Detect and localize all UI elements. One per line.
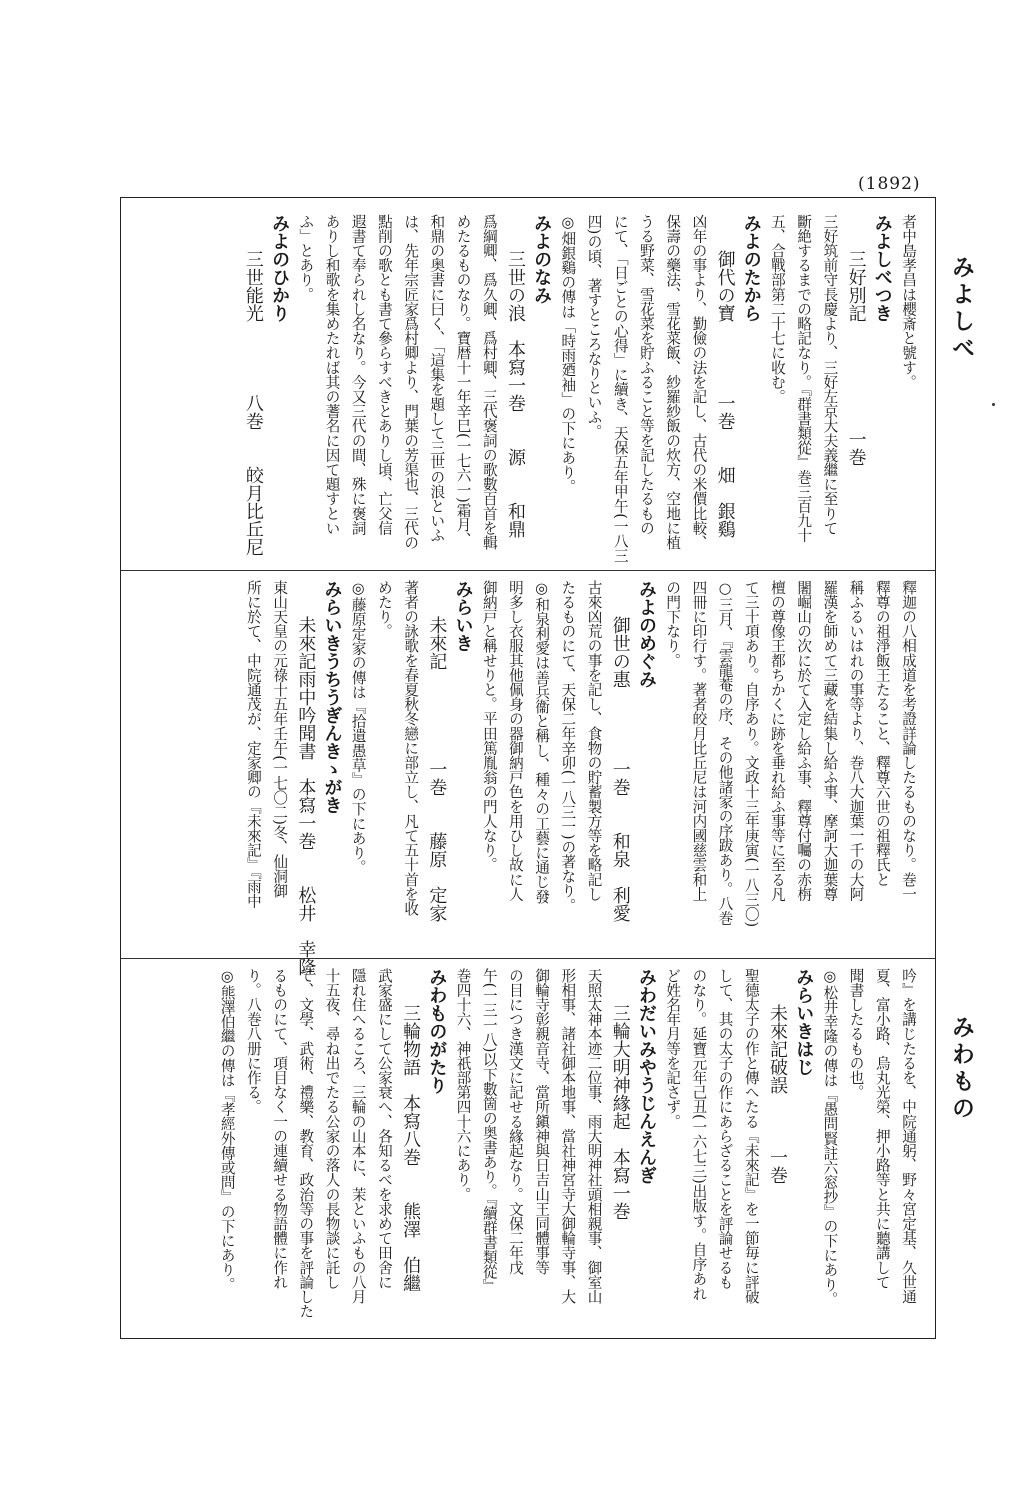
text-column: 保壽の藥法、雪花菜飯、紗羅紗飯の炊方、空地に植 <box>664 214 682 550</box>
entry-heading: みよのなみ <box>531 214 553 304</box>
entry-heading: みらいきはじ <box>793 968 815 1076</box>
text-column: 遐書て奉られし名なり。今又三代の間、殊に褒詞 <box>349 214 367 536</box>
text-column: 天照太神本迹二位事、雨大明神社頭相親事、御室山 <box>585 968 603 1304</box>
text-column: 東山天皇の元祿十五年壬午(一七〇二)冬、仙洞御 <box>271 580 289 898</box>
text-column: うる野菜、雪花菜を貯ふること等を記したるもの <box>637 214 655 536</box>
top-band <box>135 214 921 562</box>
text-column: 聖德太子の作と傳へたる『未來記』を一節毎に評破 <box>742 968 760 1304</box>
text-column: ◎畑銀鷄の傳は「時雨廼袖」の下にあり。 <box>559 214 577 494</box>
text-column: 夏、富小路、烏丸光榮、押小路等と共に聽講して <box>873 968 891 1290</box>
text-column: 點削の歌とも書て參らすべきとありし頃、亡父信 <box>375 214 393 536</box>
text-column: 著者の詠歌を春夏秋冬戀に部立し、凡て五十首を收 <box>402 580 420 916</box>
text-column: 爲綱卿、爲久卿、爲村卿、三代褒詞の歌數百首を輯 <box>480 214 498 550</box>
text-column: 者中島孝昌は櫻斎と號す。 <box>900 214 917 390</box>
entry-heading: みわものがたり <box>426 968 448 1094</box>
entry-title-line: 未來記雨中吟聞書 本寫一巻 松井 幸隆 <box>295 580 317 976</box>
text-column: は、先年宗匠家爲村卿より、門葉の芳渠也、三代の <box>402 214 420 550</box>
header-left-label: みわもの <box>948 1015 975 1123</box>
text-column: めたり。 <box>375 580 393 639</box>
text-column: 闍崛山の次に於て入定し給ふ事、釋尊付囑の赤栴 <box>795 580 813 902</box>
text-column: 十五夜、尋ね出でたる公家の落人の長物談に託し <box>323 968 341 1290</box>
text-column: めたるものなり。寶暦十一年辛巳(一七六一)霜月、 <box>454 214 472 547</box>
text-column: 斷絶するまでの略記なり。『群書類從』巻三百九十 <box>795 214 813 543</box>
text-column: 檀の尊像王都ちかくに跡を垂れ給ふ事等に至る凡 <box>768 580 786 902</box>
text-column: 稱ふるいはれの事等より、巻八大迦葉一千の大阿 <box>847 580 865 902</box>
page-number: (1892) <box>858 174 921 194</box>
text-column: り。八巻八册に作る。 <box>244 968 262 1114</box>
entry-title-line: 未來記破誤 一巻 <box>766 968 788 1184</box>
entry-title-line: 三世の浪 本寫一巻 源 和鼎 <box>504 214 526 538</box>
text-column: 五、合戰部第二十七に收む。 <box>768 214 786 404</box>
entry-heading: みわだいみやうじんえんぎ <box>635 968 657 1184</box>
text-column: 四冊に印行す。著者皎月比丘尼は河内國慈雲和上 <box>690 580 708 902</box>
entry-title-line: 三好別記 一巻 <box>845 214 867 466</box>
text-column: ◎松井幸隆の傳は『愚問賢註六窓抄』の下にあり。 <box>821 968 839 1307</box>
text-column: 四)の頃、著すところなりといふ。 <box>585 214 603 439</box>
entry-heading: みらいきうちうぎんきゝがき <box>321 580 343 814</box>
text-column: て三十項あり。自序あり。文政十三年庚寅(一八三〇) <box>742 580 760 928</box>
text-column: ありし和歌を集めたれば其の蓍名に因て題すとい <box>323 214 341 536</box>
text-column: 凶年の事より、勤儉の法を記し、古代の米價比較、 <box>690 214 708 550</box>
text-column: ふ」とあり。 <box>297 214 315 302</box>
entry-heading: みらいき <box>452 580 474 652</box>
text-column: 聞書したるもの也。 <box>847 968 865 1100</box>
entry-title-line: 未來記 一巻 藤原 定家 <box>426 580 448 922</box>
text-column: たるものにて、天保二年辛卯(一八三一)の著なり。 <box>559 580 577 913</box>
bottom-band <box>135 968 921 1338</box>
entry-title-line: 三輪物語 本寫八巻 熊澤 伯繼 <box>400 968 422 1292</box>
text-column: して、其の太子の作にあらざることを評論せるも <box>716 968 734 1290</box>
entry-heading: みよのめぐみ <box>635 580 657 688</box>
stray-mark <box>992 403 995 406</box>
entry-title-line: 三世能光 八巻 皎月比丘尼 <box>242 214 264 556</box>
text-column: ど姓名年月等を記さず。 <box>664 968 682 1129</box>
text-column: ◎藤原定家の傳は『拾遺愚草』の下にあり。 <box>349 580 367 875</box>
band-divider-1 <box>121 570 935 571</box>
entry-heading: みよのたから <box>740 214 762 322</box>
entry-title-line: 三輪大明神緣起 本寫一巻 <box>609 968 631 1220</box>
text-column: ◎和泉利愛は善兵衞と稱し、種々の工藝に通じ發 <box>533 580 551 904</box>
text-column: ◎熊澤伯繼の傳は『孝經外傳或問』の下にあり。 <box>218 968 236 1292</box>
text-column: 釋迦の八相成道を考證詳論したるものなり。巻一 <box>900 580 917 902</box>
middle-band <box>135 580 921 976</box>
entry-heading: みよのひかり <box>269 214 291 322</box>
text-column: 古來凶荒の事を記し、食物の貯蓄製方等を略記し <box>585 580 603 902</box>
text-column: て、文學、武術、禮樂、教育、政治等の事を評論した <box>297 968 315 1319</box>
text-column: ○三月、『雲龍菴の序、その他諸家の序跋あり。八巻 <box>716 580 734 926</box>
text-column: 御納戸と稱せりと。平田篤胤翁の門人なり。 <box>480 580 498 872</box>
text-column: 明多し衣服其他佩身の器御納戸色を用ひし故に人 <box>506 580 524 902</box>
text-column: 所に於て、中院通茂が、定家卿の『未來記』『雨中 <box>244 580 262 909</box>
entry-title-line: 御代の寶 一巻 畑 銀鷄 <box>714 214 736 538</box>
text-column: 形相事、諸社御本地事、當社神宮寺大御輪寺事、大 <box>559 968 577 1304</box>
text-column: の目につき漢文に記せる緣起なり。文保二年戊 <box>506 968 524 1275</box>
text-column: るものにて、項目なく一の連續せる物語體に作れ <box>271 968 289 1290</box>
band-divider-2 <box>121 958 935 959</box>
text-column: 三好筑前守長慶より、三好左京大夫義繼に至りて <box>821 214 839 536</box>
text-column: 釋尊の祖淨飯王たること、釋尊六世の祖釋氏と <box>873 580 891 887</box>
text-column: 御輪寺彰親音寺、當所鎭神與日吉山王同體事等 <box>533 968 551 1275</box>
text-column: の門下なり。 <box>664 580 682 668</box>
entry-heading: みよしべつき <box>871 214 893 322</box>
text-column: 和鼎の奥書に曰く、「這集を題して三世の浪といふ <box>428 214 446 543</box>
entry-title-line: 御世の惠 一巻 和泉 利愛 <box>609 580 631 922</box>
text-column: 武家盛にして公家衰へ、各知るべを求めて田舍に <box>375 968 393 1290</box>
text-column: のなり。延寶元年己丑(一六七三)出版す。自序あれ <box>690 968 708 1301</box>
header-right-label: みよしべ <box>948 255 975 363</box>
text-column: 午(一三一八)以下數箇の奥書あり。『續群書類從』 <box>480 968 498 1294</box>
text-column: 羅漢を師めて三藏を結集し給ふ事、摩訶大迦葉尊 <box>821 580 839 902</box>
text-column: 巻四十六、神祇部第四十六にあり。 <box>454 968 472 1202</box>
text-column: 吟』を講じたるを、中院通躬、野々宮定基、久世通 <box>900 968 917 1304</box>
text-column: 隱れ住へるころ、三輪の山本に、茉といふもの八月 <box>349 968 367 1304</box>
text-column: にて、「日ごとの心得」に續き、天保五年甲午(一八三 <box>611 214 629 563</box>
